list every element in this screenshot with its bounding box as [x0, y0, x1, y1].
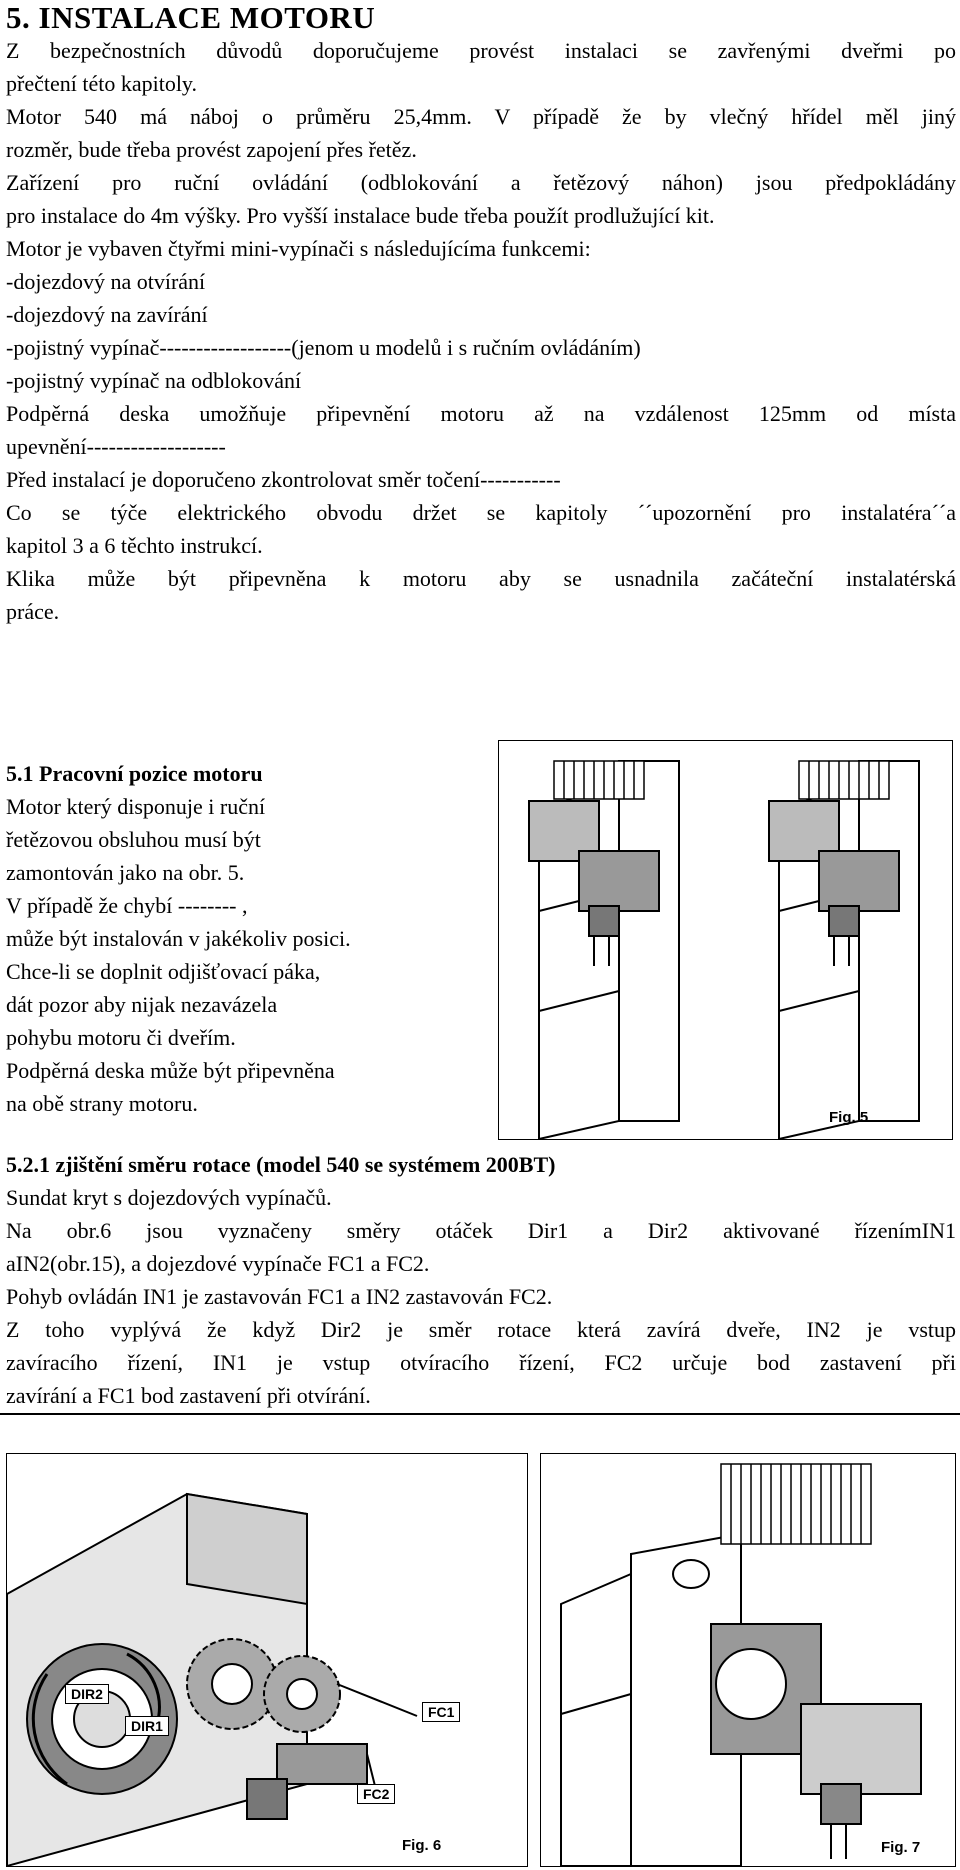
figure-6 — [6, 1453, 528, 1867]
section-5-1-line: Chce-li se doplnit odjišťovací páka, — [6, 959, 321, 984]
figure-5 — [498, 740, 953, 1140]
figure-7 — [540, 1453, 956, 1867]
figure-5-caption: Fig. 5 — [829, 1109, 869, 1126]
figure-6-caption: Fig. 6 — [402, 1837, 442, 1854]
intro-line: Motor 540 má náboj o průměru 25,4mm. V případě že by vlečný hřídel měl jiný — [6, 104, 956, 129]
intro-line: pro instalace do 4m výšky. Pro vyšší instalace bude třeba použít prodlužující kit. — [6, 203, 715, 228]
section-5-1-line: V případě že chybí -------- , — [6, 893, 248, 918]
intro-line: -pojistný vypínač------------------(jenom u modelů i s ručním ovládáním) — [6, 335, 641, 360]
section-5-1-line: na obě strany motoru. — [6, 1091, 198, 1116]
intro-line: rozměr, bude třeba provést zapojení přes řetěz. — [6, 137, 417, 162]
intro-line: práce. — [6, 599, 60, 624]
fc1-label: FC1 — [422, 1702, 460, 1722]
intro-line: Motor je vybaven čtyřmi mini-vypínači s následujícíma funkcemi: — [6, 236, 591, 261]
intro-line: Klika může být připevněna k motoru aby se usnadnila začáteční instalatérská — [6, 566, 956, 591]
section-5-2-1-line: zavírání a FC1 bod zastavení při otvírání. — [6, 1383, 371, 1408]
section-5-2-1-title: 5.2.1 zjištění směru rotace (model 540 se systémem 200BT) — [6, 1152, 556, 1177]
section-5-1-line: dát pozor aby nijak nezavázela — [6, 992, 278, 1017]
intro-line: kapitol 3 a 6 těchto instrukcí. — [6, 533, 263, 558]
figure-5-drawing — [499, 741, 952, 1139]
intro-line: -dojezdový na zavírání — [6, 302, 208, 327]
section-divider — [0, 1413, 960, 1415]
section-5-1-title: 5.1 Pracovní pozice motoru — [6, 761, 263, 786]
section-5-2-1 — [6, 1148, 956, 1412]
intro-line: Co se týče elektrického obvodu držet se kapitoly ´´upozornění pro instalatéra´´a — [6, 500, 956, 525]
intro-line: Před instalací je doporučeno zkontrolovat směr točení----------- — [6, 467, 561, 492]
section-5-2-1-line: Na obr.6 jsou vyznačeny směry otáček Dir1 a Dir2 aktivované řízenímIN1 — [6, 1218, 956, 1243]
section-5-1-line: Podpěrná deska může být připevněna — [6, 1058, 335, 1083]
intro-line: -pojistný vypínač na odblokování — [6, 368, 302, 393]
section-5-2-1-line: zavíracího řízení, IN1 je vstup otvíracího řízení, FC2 určuje bod zastavení při — [6, 1350, 956, 1375]
figure-7-drawing — [541, 1454, 955, 1866]
section-5-1-line: může být instalován v jakékoliv posici. — [6, 926, 351, 951]
section-5-2-1-line: Pohyb ovládán IN1 je zastavován FC1 a IN2 zastavován FC2. — [6, 1284, 553, 1309]
intro-line: upevnění------------------- — [6, 434, 226, 459]
figure-6-drawing — [7, 1454, 527, 1866]
page-heading: 5. INSTALACE MOTORU — [6, 0, 376, 35]
intro-line: Podpěrná deska umožňuje připevnění motoru až na vzdálenost 125mm od místa — [6, 401, 956, 426]
fc2-label: FC2 — [357, 1784, 395, 1804]
intro-line: přečtení této kapitoly. — [6, 71, 198, 96]
dir1-label: DIR1 — [125, 1716, 169, 1736]
section-5-1-line: Motor který disponuje i ruční — [6, 794, 266, 819]
intro-line: Z bezpečnostních důvodů doporučujeme provést instalaci se zavřenými dveřmi po — [6, 38, 956, 63]
section-5-2-1-line: Z toho vyplývá že když Dir2 je směr rotace která zavírá dveře, IN2 je vstup — [6, 1317, 956, 1342]
figure-7-caption: Fig. 7 — [881, 1839, 921, 1856]
intro-line: -dojezdový na otvírání — [6, 269, 206, 294]
section-5-1-line: pohybu motoru či dveřím. — [6, 1025, 236, 1050]
intro-line: Zařízení pro ruční ovládání (odblokování a řetězový náhon) jsou předpokládány — [6, 170, 956, 195]
section-5-1-line: zamontován jako na obr. 5. — [6, 860, 245, 885]
section-5-1-line: řetězovou obsluhou musí být — [6, 827, 261, 852]
intro-text — [6, 34, 956, 628]
section-5-2-1-line: Sundat kryt s dojezdových vypínačů. — [6, 1185, 332, 1210]
section-5-2-1-line: aIN2(obr.15), a dojezdové vypínače FC1 a FC2. — [6, 1251, 430, 1276]
section-5-1 — [6, 757, 486, 1120]
dir2-label: DIR2 — [65, 1684, 109, 1704]
